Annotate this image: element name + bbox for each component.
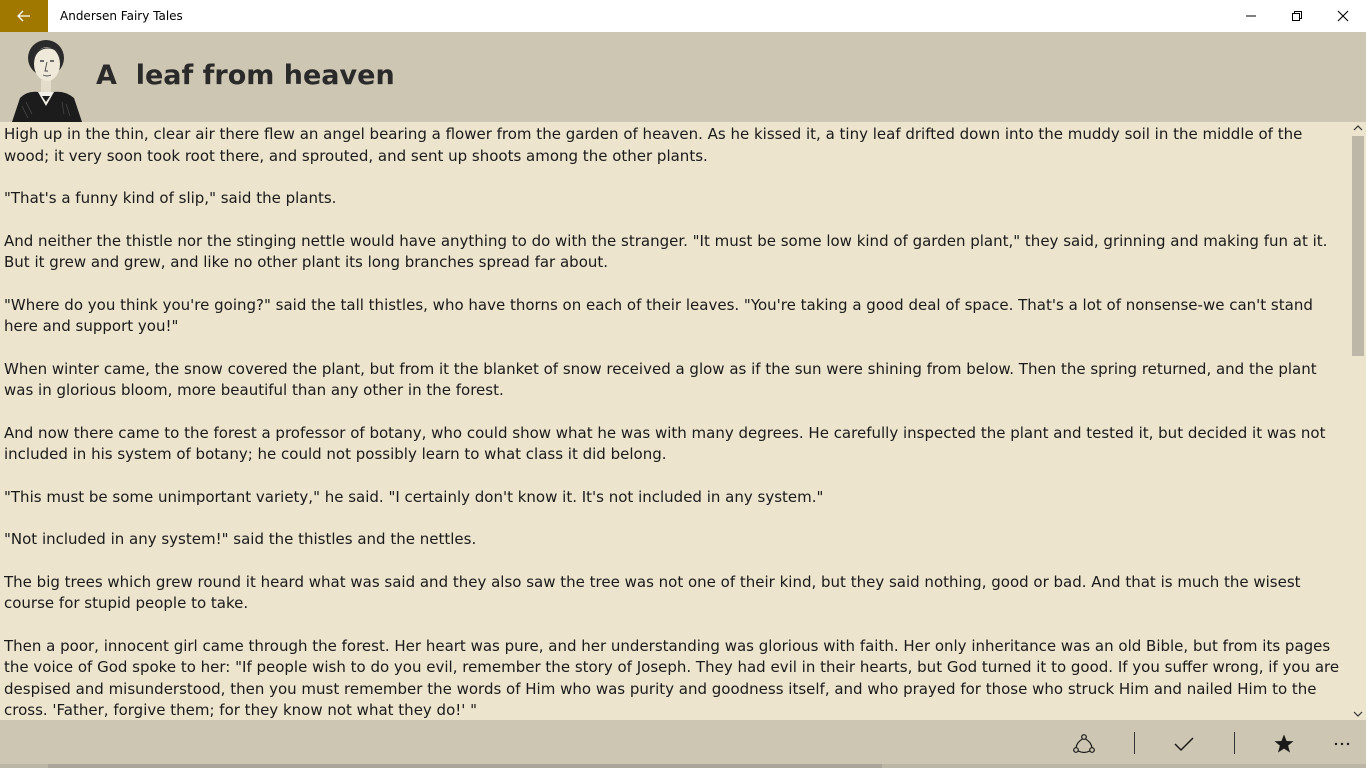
share-button[interactable] <box>1059 720 1109 768</box>
paragraph: The big trees which grew round it heard what was said and they also saw the tree was not one of their kind, but they said nothing, good or bad. And that is much the wisest course for stupid people to take. <box>4 572 1301 612</box>
paragraph: High up in the thin, clear air there flew an angel bearing a flower from the garden of heaven. As he kissed it, a tiny leaf drifted down into the muddy soil in the middle of the wood; it very soon took root there, and sprouted, and sent up shoots among the other plants. <box>4 125 1303 165</box>
story-title: A leaf from heaven <box>96 60 395 91</box>
paragraph: And neither the thistle nor the stinging nettle would have anything to do with the stranger. "It must be some low kind of garden plant," they said, grinning and making fun at it. But it grew and grew, and like no other plant its long branches spread far about. <box>4 231 1328 271</box>
paragraph: When winter came, the snow covered the plant, but from it the blanket of snow received a glow as if the sun were shining from below. Then the spring returned, and the plant was in glorious bloom, more beautiful than any other in the forest. <box>4 359 1317 399</box>
restore-button[interactable] <box>1274 0 1320 32</box>
bottom-edge-highlight <box>48 764 882 768</box>
more-button[interactable] <box>1317 720 1366 768</box>
close-button[interactable] <box>1320 0 1366 32</box>
title-bar <box>0 0 1366 32</box>
author-portrait <box>8 36 84 122</box>
back-arrow-icon <box>16 8 32 24</box>
story-text <box>4 122 1350 718</box>
chevron-up-icon <box>1353 124 1363 132</box>
share-icon <box>1072 733 1096 755</box>
scroll-down-button[interactable] <box>1350 708 1366 720</box>
paragraph: "That's a funny kind of slip," said the plants. <box>4 189 337 207</box>
app-title: Andersen Fairy Tales <box>60 9 183 23</box>
separator <box>1134 732 1135 754</box>
checkmark-icon <box>1173 735 1195 753</box>
minimize-button[interactable] <box>1228 0 1274 32</box>
paragraph: And now there came to the forest a professor of botany, who could show what he was with many degrees. He carefully inspected the plant and tested it, but decided it was not included in his system of botany; he could not possibly learn to what class it did belong. <box>4 423 1326 463</box>
favorite-button[interactable] <box>1259 720 1309 768</box>
star-icon <box>1273 733 1295 755</box>
separator <box>1234 732 1235 754</box>
restore-icon <box>1291 10 1303 22</box>
paragraph: Then a poor, innocent girl came through the forest. Her heart was pure, and her understanding was glorious with faith. Her only inheritance was an old Bible, but from its pages the voice of God spoke to her: "If people wish to do you evil, remember the story of Joseph. They had evil in their hearts, but God turned it to good. If you suffer wrong, if you are despised and misunderstood, then you must remember the words of Him who was purity and goodness itself, and who prayed for those who struck Him and nailed Him to the cross. 'Father, forgive them; for they know not what they do!' " <box>4 636 1340 718</box>
story-header <box>0 32 1366 122</box>
scroll-thumb[interactable] <box>1352 136 1364 356</box>
minimize-icon <box>1245 10 1257 22</box>
paragraph: "This must be some unimportant variety," he said. "I certainly don't know it. It's not included in any system." <box>4 487 824 506</box>
window-controls <box>1228 0 1366 32</box>
mark-read-button[interactable] <box>1159 720 1209 768</box>
chevron-down-icon <box>1353 710 1363 718</box>
more-icon <box>1333 741 1351 747</box>
scroll-up-button[interactable] <box>1350 122 1366 134</box>
command-bar <box>0 720 1366 768</box>
paragraph: "Where do you think you're going?" said the tall thistles, who have thorns on each of their leaves. "You're taking a good deal of space. That's a lot of nonsense-we can't stand here and support you!" <box>4 295 1313 335</box>
back-button[interactable] <box>0 0 48 32</box>
close-icon <box>1337 10 1349 22</box>
vertical-scrollbar[interactable] <box>1350 122 1366 720</box>
paragraph: "Not included in any system!" said the thistles and the nettles. <box>4 530 477 548</box>
